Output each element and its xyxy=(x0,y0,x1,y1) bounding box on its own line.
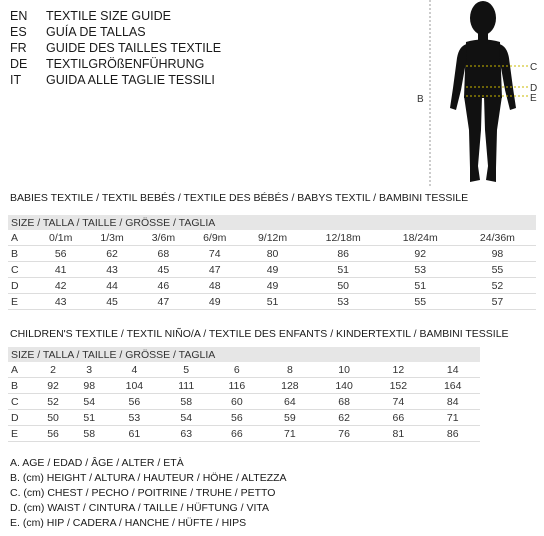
row-label: E xyxy=(8,426,35,442)
table-cell: 59 xyxy=(263,410,317,426)
language-title: TEXTILE SIZE GUIDE xyxy=(46,9,172,23)
table-cell: 152 xyxy=(371,378,425,394)
table-cell: 42 xyxy=(35,278,86,294)
table-cell: 66 xyxy=(211,426,263,442)
table-cell: 45 xyxy=(86,294,137,310)
table-cell: 49 xyxy=(240,278,304,294)
table-cell: 86 xyxy=(425,426,480,442)
table-row xyxy=(8,362,480,378)
language-title: GUÍA DE TALLAS xyxy=(46,25,146,39)
size-band-label: SIZE / TALLA / TAILLE / GRÖSSE / TAGLIA xyxy=(11,348,216,361)
table-row xyxy=(8,394,480,410)
legend-item-hip: E. (cm) HIP / CADERA / HANCHE / HÜFTE / HIPS xyxy=(10,517,247,529)
language-row-it xyxy=(10,72,221,88)
row-label: A xyxy=(8,230,35,246)
language-code: DE xyxy=(10,57,28,71)
children-size-table xyxy=(8,347,480,442)
table-cell: 62 xyxy=(86,246,137,262)
size-band xyxy=(8,215,536,230)
waist-label: D xyxy=(530,83,538,94)
legend-item-age: A. AGE / EDAD / ÂGE / ALTER / ETÀ xyxy=(10,457,184,469)
table-cell: 164 xyxy=(425,378,480,394)
row-label: B xyxy=(8,246,35,262)
table-cell: 18/24m xyxy=(382,230,459,246)
table-cell: 60 xyxy=(211,394,263,410)
table-cell: 56 xyxy=(35,246,86,262)
row-label: D xyxy=(8,278,35,294)
babies-size-table xyxy=(8,215,536,310)
table-row xyxy=(8,278,536,294)
table-cell: 43 xyxy=(35,294,86,310)
table-row xyxy=(8,410,480,426)
table-cell: 49 xyxy=(189,294,240,310)
table-cell: 71 xyxy=(425,410,480,426)
table-cell: 140 xyxy=(317,378,371,394)
legend-item-height: B. (cm) HEIGHT / ALTURA / HAUTEUR / HÖHE / ALTEZZA xyxy=(10,472,287,484)
table-row xyxy=(8,378,480,394)
table-cell: 53 xyxy=(382,262,459,278)
language-row-fr xyxy=(10,40,221,56)
row-label: E xyxy=(8,294,35,310)
table-cell: 41 xyxy=(35,262,86,278)
table-cell: 5 xyxy=(162,362,211,378)
legend-item-waist: D. (cm) WAIST / CINTURA / TAILLE / HÜFTUNG / VITA xyxy=(10,502,270,514)
chest-label: C xyxy=(530,62,538,73)
row-label: D xyxy=(8,410,35,426)
table-cell: 48 xyxy=(189,278,240,294)
language-title-list xyxy=(10,8,221,88)
table-cell: 55 xyxy=(459,262,536,278)
language-code: ES xyxy=(10,25,27,39)
table-cell: 98 xyxy=(459,246,536,262)
table-cell: 6/9m xyxy=(189,230,240,246)
table-cell: 46 xyxy=(138,278,189,294)
table-cell: 92 xyxy=(35,378,71,394)
table-cell: 3/6m xyxy=(138,230,189,246)
language-code: EN xyxy=(10,9,28,23)
table-cell: 55 xyxy=(382,294,459,310)
row-label: C xyxy=(8,394,35,410)
table-cell: 47 xyxy=(189,262,240,278)
table-cell: 47 xyxy=(138,294,189,310)
table-cell: 2 xyxy=(35,362,71,378)
table-cell: 74 xyxy=(371,394,425,410)
table-cell: 51 xyxy=(382,278,459,294)
table-cell: 81 xyxy=(371,426,425,442)
table-cell: 116 xyxy=(211,378,263,394)
children-section-title: CHILDREN'S TEXTILE / TEXTIL NIÑO/A / TEXTILE DES ENFANTS / KINDERTEXTIL / BAMBINI TESSILE xyxy=(10,328,509,340)
table-cell: 66 xyxy=(371,410,425,426)
table-cell: 84 xyxy=(425,394,480,410)
language-row-de xyxy=(10,56,221,72)
table-cell: 4 xyxy=(107,362,161,378)
table-cell: 51 xyxy=(240,294,304,310)
table-cell: 56 xyxy=(35,426,71,442)
table-cell: 3 xyxy=(71,362,107,378)
table-cell: 12 xyxy=(371,362,425,378)
table-cell: 8 xyxy=(263,362,317,378)
table-cell: 12/18m xyxy=(305,230,382,246)
body-measurement-figure xyxy=(412,0,544,186)
table-cell: 68 xyxy=(138,246,189,262)
table-row xyxy=(8,262,536,278)
table-cell: 56 xyxy=(211,410,263,426)
table-cell: 58 xyxy=(162,394,211,410)
table-cell: 128 xyxy=(263,378,317,394)
table-row xyxy=(8,294,536,310)
table-cell: 58 xyxy=(71,426,107,442)
table-cell: 61 xyxy=(107,426,161,442)
size-band xyxy=(8,347,480,362)
table-cell: 51 xyxy=(71,410,107,426)
language-row-en xyxy=(10,8,221,24)
language-title: GUIDA ALLE TAGLIE TESSILI xyxy=(46,73,215,87)
language-title: TEXTILGRÖßENFÜHRUNG xyxy=(46,57,205,71)
language-row-es xyxy=(10,24,221,40)
table-cell: 62 xyxy=(317,410,371,426)
row-label: C xyxy=(8,262,35,278)
table-cell: 50 xyxy=(305,278,382,294)
table-cell: 74 xyxy=(189,246,240,262)
language-title: GUIDE DES TAILLES TEXTILE xyxy=(46,41,222,55)
table-cell: 49 xyxy=(240,262,304,278)
language-code: FR xyxy=(10,41,27,55)
hip-label: E xyxy=(530,93,537,104)
measurement-legend xyxy=(10,456,287,531)
table-cell: 0/1m xyxy=(35,230,86,246)
table-row xyxy=(8,426,480,442)
table-cell: 71 xyxy=(263,426,317,442)
table-cell: 111 xyxy=(162,378,211,394)
table-cell: 98 xyxy=(71,378,107,394)
table-cell: 9/12m xyxy=(240,230,304,246)
legend-item-chest: C. (cm) CHEST / PECHO / POITRINE / TRUHE / PETTO xyxy=(10,487,276,499)
table-row xyxy=(8,246,536,262)
height-label: B xyxy=(417,94,424,105)
table-cell: 44 xyxy=(86,278,137,294)
table-cell: 53 xyxy=(107,410,161,426)
table-cell: 14 xyxy=(425,362,480,378)
table-cell: 24/36m xyxy=(459,230,536,246)
table-cell: 43 xyxy=(86,262,137,278)
table-cell: 51 xyxy=(305,262,382,278)
table-row xyxy=(8,230,536,246)
table-cell: 53 xyxy=(305,294,382,310)
table-cell: 64 xyxy=(263,394,317,410)
row-label: A xyxy=(8,362,35,378)
table-cell: 86 xyxy=(305,246,382,262)
table-cell: 6 xyxy=(211,362,263,378)
table-cell: 63 xyxy=(162,426,211,442)
table-cell: 45 xyxy=(138,262,189,278)
table-cell: 68 xyxy=(317,394,371,410)
size-band-label: SIZE / TALLA / TAILLE / GRÖSSE / TAGLIA xyxy=(11,216,216,229)
table-cell: 104 xyxy=(107,378,161,394)
table-cell: 57 xyxy=(459,294,536,310)
table-cell: 54 xyxy=(71,394,107,410)
babies-section-title: BABIES TEXTILE / TEXTIL BEBÉS / TEXTILE DES BÉBÉS / BABYS TEXTIL / BAMBINI TESSILE xyxy=(10,192,469,204)
table-cell: 80 xyxy=(240,246,304,262)
child-silhouette xyxy=(450,1,516,182)
language-code: IT xyxy=(10,73,22,87)
table-cell: 92 xyxy=(382,246,459,262)
table-cell: 56 xyxy=(107,394,161,410)
table-cell: 76 xyxy=(317,426,371,442)
table-cell: 1/3m xyxy=(86,230,137,246)
table-cell: 10 xyxy=(317,362,371,378)
row-label: B xyxy=(8,378,35,394)
table-cell: 52 xyxy=(35,394,71,410)
table-cell: 54 xyxy=(162,410,211,426)
table-cell: 50 xyxy=(35,410,71,426)
table-cell: 52 xyxy=(459,278,536,294)
